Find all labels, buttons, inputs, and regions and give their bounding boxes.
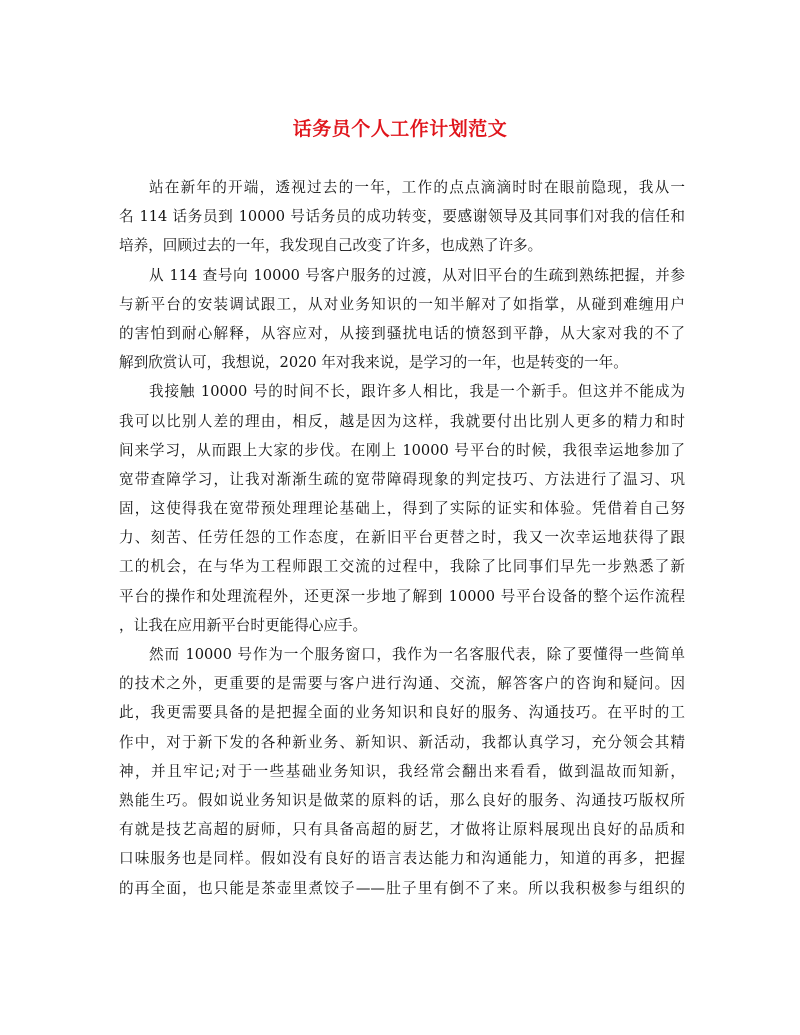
text-line: 有就是技艺高超的厨师，只有具备高超的厨艺，才做将让原料展现出良好的品质和: [119, 821, 685, 839]
text-line: 然而 10000 号作为一个服务窗口，我作为一名客服代表，除了要懂得一些简单: [149, 646, 685, 663]
text-line: 熟能生巧。假如说业务知识是做菜的原料的话，那么良好的服务、沟通技巧版权所: [119, 791, 685, 809]
text-line: 作中，对于新下发的各种新业务、新知识、新活动，我都认真学习，充分领会其精: [119, 733, 685, 751]
text-line: 的技术之外，更重要的是需要与客户进行沟通、交流，解答客户的咨询和疑问。因: [119, 675, 685, 693]
text-line: 的害怕到耐心解释，从容应对，从接到骚扰电话的愤怒到平静，从大家对我的不了: [119, 324, 685, 342]
document-body: [119, 173, 685, 903]
text-line: 固，这使得我在宽带预处理理论基础上，得到了实际的证实和体验。凭借着自己努: [119, 500, 685, 518]
text-line: 的再全面，也只能是茶壶里煮饺子——肚子里有倒不了来。所以我积极参与组织的: [119, 879, 685, 897]
text-line: 工的机会，在与华为工程师跟工交流的过程中，我除了比同事们早先一步熟悉了新: [119, 558, 685, 576]
text-line: 口味服务也是同样。假如没有良好的语言表达能力和沟通能力，知道的再多，把握: [119, 850, 685, 868]
text-line: 我可以比别人差的理由，相反，越是因为这样，我就要付出比别人更多的精力和时: [119, 412, 685, 430]
text-line: 与新平台的安装调试跟工，从对业务知识的一知半解对了如指掌，从碰到难缠用户: [119, 295, 685, 313]
text-line: 力、刻苦、任劳任怨的工作态度，在新旧平台更替之时，我又一次幸运地获得了跟: [119, 529, 685, 547]
text-line: 此，我更需要具备的是把握全面的业务知识和良好的服务、沟通技巧。在平时的工: [119, 704, 685, 722]
paragraph-1: [119, 173, 685, 261]
text-line: 我接触 10000 号的时间不长，跟许多人相比，我是一个新手。但这并不能成为: [149, 383, 685, 401]
text-line: 解到欣赏认可，我想说，2020 年对我来说，是学习的一年，也是转变的一年。: [119, 354, 628, 372]
text-line: 神，并且牢记;对于一些基础业务知识，我经常会翻出来看看，做到温故而知新，: [119, 762, 685, 780]
text-line: 间来学习，从而跟上大家的步伐。在刚上 10000 号平台的时候，我很幸运地参加了: [119, 441, 685, 459]
document-title: 话务员个人工作计划范文: [292, 118, 508, 140]
text-line: 宽带查障学习，让我对渐渐生疏的宽带障碍现象的判定技巧、方法进行了温习、巩: [119, 470, 685, 488]
text-line: 从 114 查号向 10000 号客户服务的过渡，从对旧平台的生疏到熟练把握，并参: [149, 266, 685, 284]
paragraph-3: [119, 377, 685, 640]
text-line: 培养，回顾过去的一年，我发现自己改变了许多，也成熟了许多。: [119, 237, 543, 255]
paragraph-4: [119, 640, 685, 903]
text-line: ，让我在应用新平台时更能得心应手。: [119, 616, 368, 634]
text-line: 平台的操作和处理流程外，还更深一步地了解到 10000 号平台设备的整个运作流程: [119, 587, 685, 605]
paragraph-2: [119, 261, 685, 378]
text-line: 名 114 话务员到 10000 号话务员的成功转变，要感谢领导及其同事们对我的信任和: [119, 208, 685, 226]
text-line: 站在新年的开端，透视过去的一年，工作的点点滴滴时时在眼前隐现，我从一: [149, 179, 685, 196]
